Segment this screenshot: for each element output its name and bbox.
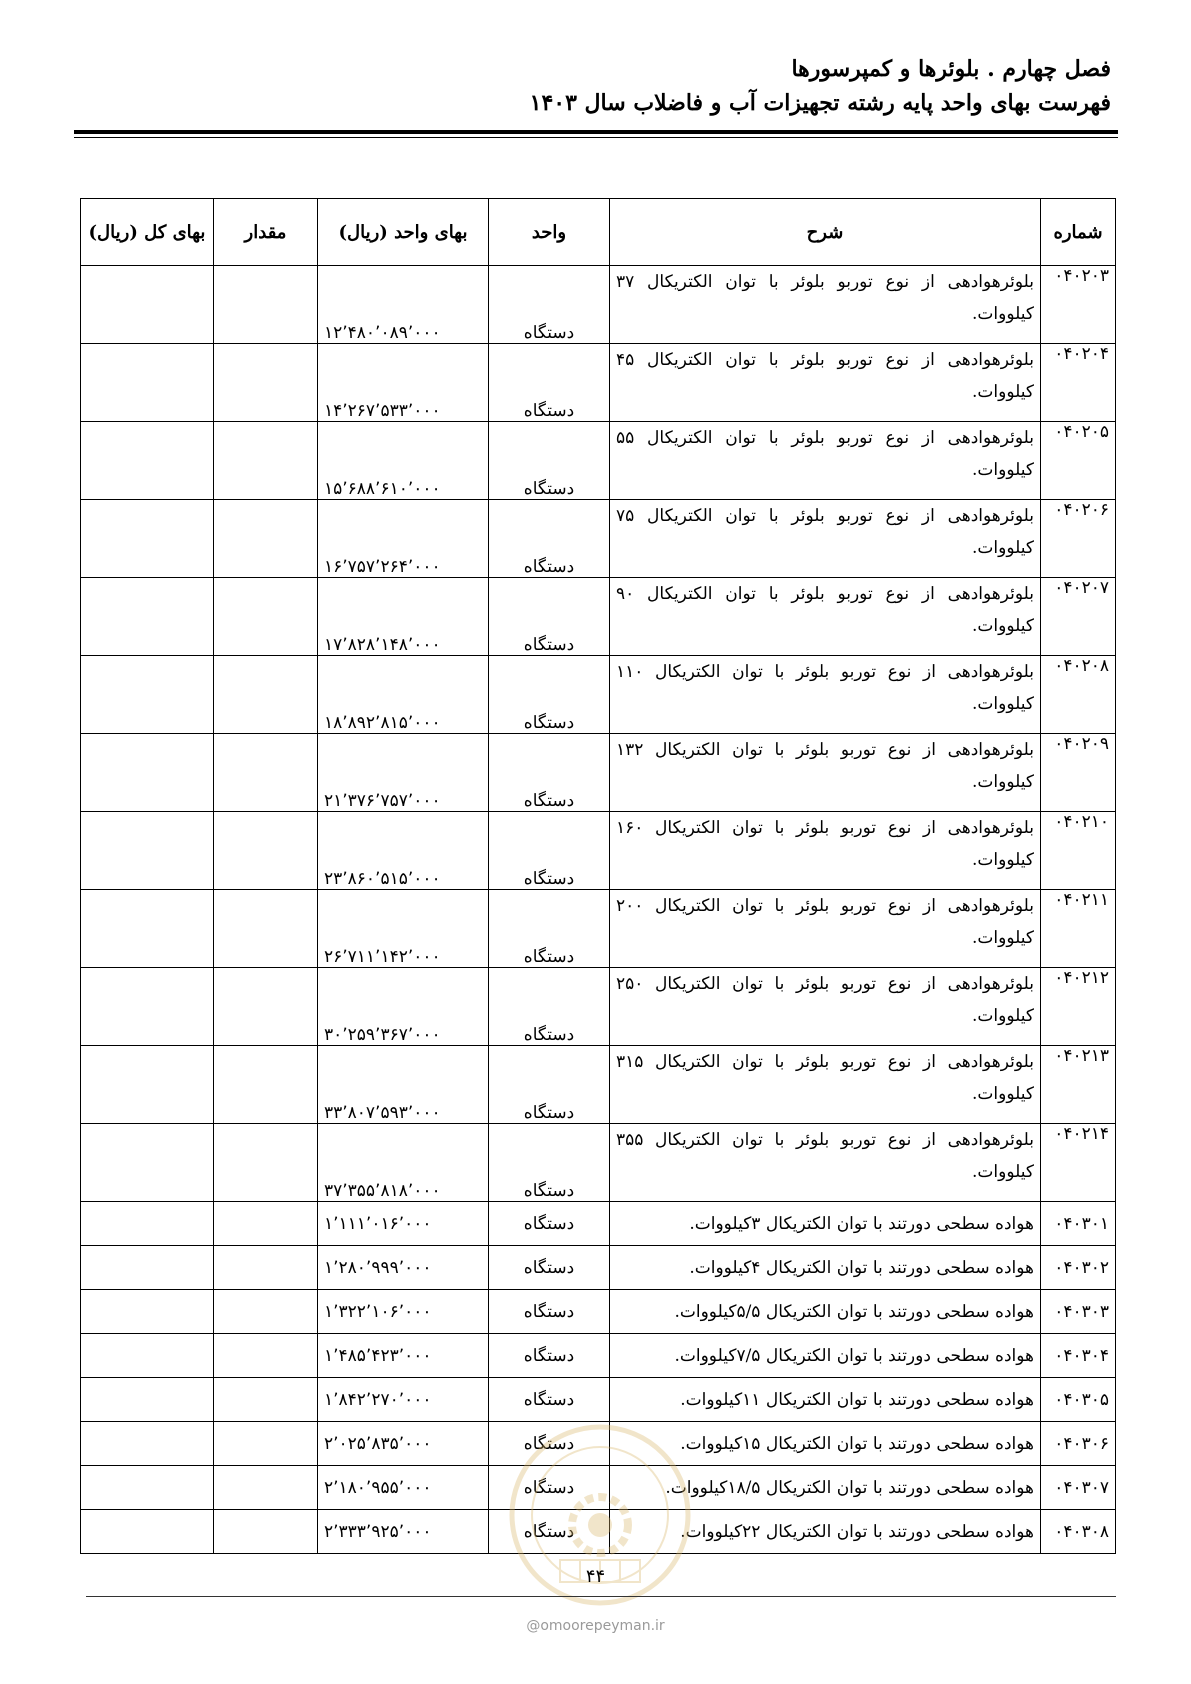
item-code: ۰۴۰۲۰۶ bbox=[1041, 500, 1116, 578]
item-total bbox=[81, 422, 214, 500]
item-quantity bbox=[214, 1378, 318, 1422]
item-unit-price: ۲۱٬۳۷۶٬۷۵۷٬۰۰۰ bbox=[318, 734, 489, 812]
item-unit: دستگاه bbox=[489, 344, 610, 422]
item-unit: دستگاه bbox=[489, 578, 610, 656]
item-code: ۰۴۰۲۰۸ bbox=[1041, 656, 1116, 734]
item-total bbox=[81, 266, 214, 344]
header-quantity: مقدار bbox=[214, 199, 318, 266]
item-unit-price: ۱٬۱۱۱٬۰۱۶٬۰۰۰ bbox=[318, 1202, 489, 1246]
item-unit-price: ۱۶٬۷۵۷٬۲۶۴٬۰۰۰ bbox=[318, 500, 489, 578]
item-quantity bbox=[214, 812, 318, 890]
item-unit: دستگاه bbox=[489, 1334, 610, 1378]
item-quantity bbox=[214, 968, 318, 1046]
item-unit: دستگاه bbox=[489, 1246, 610, 1290]
chapter-title: فصل چهارم . بلوئرها و کمپرسورها bbox=[791, 56, 1111, 82]
item-unit: دستگاه bbox=[489, 734, 610, 812]
item-unit-price: ۳۷٬۳۵۵٬۸۱۸٬۰۰۰ bbox=[318, 1124, 489, 1202]
item-unit: دستگاه bbox=[489, 1202, 610, 1246]
item-description: بلوئرهوادهی از نوع توربو بلوئر با توان الکتریکال ۲۵۰ کیلووات. bbox=[610, 968, 1041, 1046]
table-row bbox=[81, 422, 1116, 500]
item-description: بلوئرهوادهی از نوع توربو بلوئر با توان الکتریکال ۵۵ کیلووات. bbox=[610, 422, 1041, 500]
item-unit: دستگاه bbox=[489, 422, 610, 500]
item-code: ۰۴۰۳۰۲ bbox=[1041, 1246, 1116, 1290]
item-unit-price: ۱۲٬۴۸۰٬۰۸۹٬۰۰۰ bbox=[318, 266, 489, 344]
item-code: ۰۴۰۲۰۵ bbox=[1041, 422, 1116, 500]
item-unit: دستگاه bbox=[489, 1466, 610, 1510]
item-unit: دستگاه bbox=[489, 1510, 610, 1554]
item-unit: دستگاه bbox=[489, 890, 610, 968]
item-description: هواده سطحی دورتند با توان الکتریکال ۳کیلووات. bbox=[610, 1202, 1041, 1246]
header-unit-price: بهای واحد (ریال) bbox=[318, 199, 489, 266]
item-unit-price: ۲۶٬۷۱۱٬۱۴۲٬۰۰۰ bbox=[318, 890, 489, 968]
item-description: هواده سطحی دورتند با توان الکتریکال ۴کیلووات. bbox=[610, 1246, 1041, 1290]
item-total bbox=[81, 812, 214, 890]
item-unit-price: ۱۸٬۸۹۲٬۸۱۵٬۰۰۰ bbox=[318, 656, 489, 734]
item-quantity bbox=[214, 1422, 318, 1466]
item-code: ۰۴۰۲۰۷ bbox=[1041, 578, 1116, 656]
item-unit-price: ۳۳٬۸۰۷٬۵۹۳٬۰۰۰ bbox=[318, 1046, 489, 1124]
item-unit-price: ۱٬۸۴۲٬۲۷۰٬۰۰۰ bbox=[318, 1378, 489, 1422]
item-unit-price: ۱۷٬۸۲۸٬۱۴۸٬۰۰۰ bbox=[318, 578, 489, 656]
item-total bbox=[81, 656, 214, 734]
item-total bbox=[81, 1202, 214, 1246]
item-description: بلوئرهوادهی از نوع توربو بلوئر با توان الکتریکال ۱۶۰ کیلووات. bbox=[610, 812, 1041, 890]
item-unit-price: ۲٬۳۳۳٬۹۲۵٬۰۰۰ bbox=[318, 1510, 489, 1554]
item-description: هواده سطحی دورتند با توان الکتریکال ۱۱کیلووات. bbox=[610, 1378, 1041, 1422]
item-description: بلوئرهوادهی از نوع توربو بلوئر با توان الکتریکال ۹۰ کیلووات. bbox=[610, 578, 1041, 656]
item-total bbox=[81, 1378, 214, 1422]
item-quantity bbox=[214, 1124, 318, 1202]
table-body bbox=[81, 266, 1116, 1554]
item-quantity bbox=[214, 1290, 318, 1334]
item-total bbox=[81, 1046, 214, 1124]
item-unit-price: ۱٬۲۸۰٬۹۹۹٬۰۰۰ bbox=[318, 1246, 489, 1290]
item-description: بلوئرهوادهی از نوع توربو بلوئر با توان الکتریکال ۷۵ کیلووات. bbox=[610, 500, 1041, 578]
item-code: ۰۴۰۳۰۴ bbox=[1041, 1334, 1116, 1378]
price-table bbox=[80, 198, 1116, 1554]
item-code: ۰۴۰۳۰۵ bbox=[1041, 1378, 1116, 1422]
table-row bbox=[81, 1290, 1116, 1334]
item-description: بلوئرهوادهی از نوع توربو بلوئر با توان الکتریکال ۱۳۲ کیلووات. bbox=[610, 734, 1041, 812]
item-code: ۰۴۰۳۰۳ bbox=[1041, 1290, 1116, 1334]
item-unit-price: ۱٬۴۸۵٬۴۲۳٬۰۰۰ bbox=[318, 1334, 489, 1378]
item-code: ۰۴۰۲۱۱ bbox=[1041, 890, 1116, 968]
item-code: ۰۴۰۲۱۴ bbox=[1041, 1124, 1116, 1202]
item-total bbox=[81, 1334, 214, 1378]
item-unit: دستگاه bbox=[489, 812, 610, 890]
table-row bbox=[81, 812, 1116, 890]
item-quantity bbox=[214, 1466, 318, 1510]
item-code: ۰۴۰۳۰۶ bbox=[1041, 1422, 1116, 1466]
item-total bbox=[81, 968, 214, 1046]
item-unit-price: ۱۴٬۲۶۷٬۵۳۳٬۰۰۰ bbox=[318, 344, 489, 422]
item-description: هواده سطحی دورتند با توان الکتریکال ۱۸/۵کیلووات. bbox=[610, 1466, 1041, 1510]
item-description: هواده سطحی دورتند با توان الکتریکال ۵/۵کیلووات. bbox=[610, 1290, 1041, 1334]
item-code: ۰۴۰۳۰۷ bbox=[1041, 1466, 1116, 1510]
item-quantity bbox=[214, 1334, 318, 1378]
page-number: ۴۴ bbox=[585, 1566, 606, 1587]
item-unit-price: ۲۳٬۸۶۰٬۵۱۵٬۰۰۰ bbox=[318, 812, 489, 890]
header-rule-thick bbox=[74, 130, 1118, 134]
header-rule-thin bbox=[74, 137, 1118, 138]
item-description: بلوئرهوادهی از نوع توربو بلوئر با توان الکتریکال ۱۱۰ کیلووات. bbox=[610, 656, 1041, 734]
item-total bbox=[81, 890, 214, 968]
item-quantity bbox=[214, 890, 318, 968]
table-row bbox=[81, 1334, 1116, 1378]
table-row bbox=[81, 500, 1116, 578]
item-unit-price: ۱٬۳۲۲٬۱۰۶٬۰۰۰ bbox=[318, 1290, 489, 1334]
item-unit-price: ۱۵٬۶۸۸٬۶۱۰٬۰۰۰ bbox=[318, 422, 489, 500]
table-row bbox=[81, 1378, 1116, 1422]
item-total bbox=[81, 1290, 214, 1334]
item-code: ۰۴۰۲۱۰ bbox=[1041, 812, 1116, 890]
table-row bbox=[81, 266, 1116, 344]
item-code: ۰۴۰۳۰۸ bbox=[1041, 1510, 1116, 1554]
item-unit: دستگاه bbox=[489, 1124, 610, 1202]
item-quantity bbox=[214, 344, 318, 422]
item-quantity bbox=[214, 266, 318, 344]
item-quantity bbox=[214, 1246, 318, 1290]
item-unit-price: ۲٬۰۲۵٬۸۳۵٬۰۰۰ bbox=[318, 1422, 489, 1466]
item-description: هواده سطحی دورتند با توان الکتریکال ۲۲کیلووات. bbox=[610, 1510, 1041, 1554]
item-unit: دستگاه bbox=[489, 1046, 610, 1124]
header-code: شماره bbox=[1041, 199, 1116, 266]
item-total bbox=[81, 1510, 214, 1554]
header-total: بهای کل (ریال) bbox=[81, 199, 214, 266]
item-code: ۰۴۰۳۰۱ bbox=[1041, 1202, 1116, 1246]
item-unit: دستگاه bbox=[489, 968, 610, 1046]
item-code: ۰۴۰۲۰۳ bbox=[1041, 266, 1116, 344]
table-row bbox=[81, 1202, 1116, 1246]
item-total bbox=[81, 1466, 214, 1510]
item-description: بلوئرهوادهی از نوع توربو بلوئر با توان الکتریکال ۴۵ کیلووات. bbox=[610, 344, 1041, 422]
item-unit: دستگاه bbox=[489, 656, 610, 734]
header-unit: واحد bbox=[489, 199, 610, 266]
item-quantity bbox=[214, 734, 318, 812]
item-code: ۰۴۰۲۰۴ bbox=[1041, 344, 1116, 422]
document-subtitle: فهرست بهای واحد پایه رشته تجهیزات آب و فاضلاب سال ۱۴۰۳ bbox=[529, 90, 1111, 116]
item-unit: دستگاه bbox=[489, 1290, 610, 1334]
item-description: بلوئرهوادهی از نوع توربو بلوئر با توان الکتریکال ۳۱۵ کیلووات. bbox=[610, 1046, 1041, 1124]
item-unit-price: ۲٬۱۸۰٬۹۵۵٬۰۰۰ bbox=[318, 1466, 489, 1510]
item-unit: دستگاه bbox=[489, 500, 610, 578]
table-row bbox=[81, 1046, 1116, 1124]
item-unit: دستگاه bbox=[489, 1422, 610, 1466]
site-watermark: @omoorepeyman.ir bbox=[526, 1618, 665, 1634]
item-quantity bbox=[214, 1202, 318, 1246]
item-description: هواده سطحی دورتند با توان الکتریکال ۷/۵کیلووات. bbox=[610, 1334, 1041, 1378]
item-total bbox=[81, 1124, 214, 1202]
item-code: ۰۴۰۲۰۹ bbox=[1041, 734, 1116, 812]
item-description: بلوئرهوادهی از نوع توربو بلوئر با توان الکتریکال ۲۰۰ کیلووات. bbox=[610, 890, 1041, 968]
header-description: شرح bbox=[610, 199, 1041, 266]
page-header bbox=[71, 52, 1111, 120]
item-description: بلوئرهوادهی از نوع توربو بلوئر با توان الکتریکال ۳۵۵ کیلووات. bbox=[610, 1124, 1041, 1202]
table-row bbox=[81, 578, 1116, 656]
table-row bbox=[81, 344, 1116, 422]
item-total bbox=[81, 578, 214, 656]
table-row bbox=[81, 656, 1116, 734]
item-quantity bbox=[214, 1046, 318, 1124]
table-row bbox=[81, 890, 1116, 968]
table-row bbox=[81, 734, 1116, 812]
table-row bbox=[81, 1246, 1116, 1290]
item-total bbox=[81, 500, 214, 578]
item-total bbox=[81, 344, 214, 422]
item-code: ۰۴۰۲۱۲ bbox=[1041, 968, 1116, 1046]
item-quantity bbox=[214, 578, 318, 656]
item-unit-price: ۳۰٬۲۵۹٬۳۶۷٬۰۰۰ bbox=[318, 968, 489, 1046]
item-total bbox=[81, 734, 214, 812]
item-total bbox=[81, 1422, 214, 1466]
item-quantity bbox=[214, 1510, 318, 1554]
item-quantity bbox=[214, 656, 318, 734]
item-total bbox=[81, 1246, 214, 1290]
table-header-row bbox=[81, 199, 1116, 266]
table-row bbox=[81, 1124, 1116, 1202]
item-description: بلوئرهوادهی از نوع توربو بلوئر با توان الکتریکال ۳۷ کیلووات. bbox=[610, 266, 1041, 344]
item-quantity bbox=[214, 500, 318, 578]
item-unit: دستگاه bbox=[489, 1378, 610, 1422]
table-row bbox=[81, 968, 1116, 1046]
item-unit: دستگاه bbox=[489, 266, 610, 344]
item-code: ۰۴۰۲۱۳ bbox=[1041, 1046, 1116, 1124]
item-description: هواده سطحی دورتند با توان الکتریکال ۱۵کیلووات. bbox=[610, 1422, 1041, 1466]
footer-rule bbox=[86, 1596, 1116, 1597]
item-quantity bbox=[214, 422, 318, 500]
